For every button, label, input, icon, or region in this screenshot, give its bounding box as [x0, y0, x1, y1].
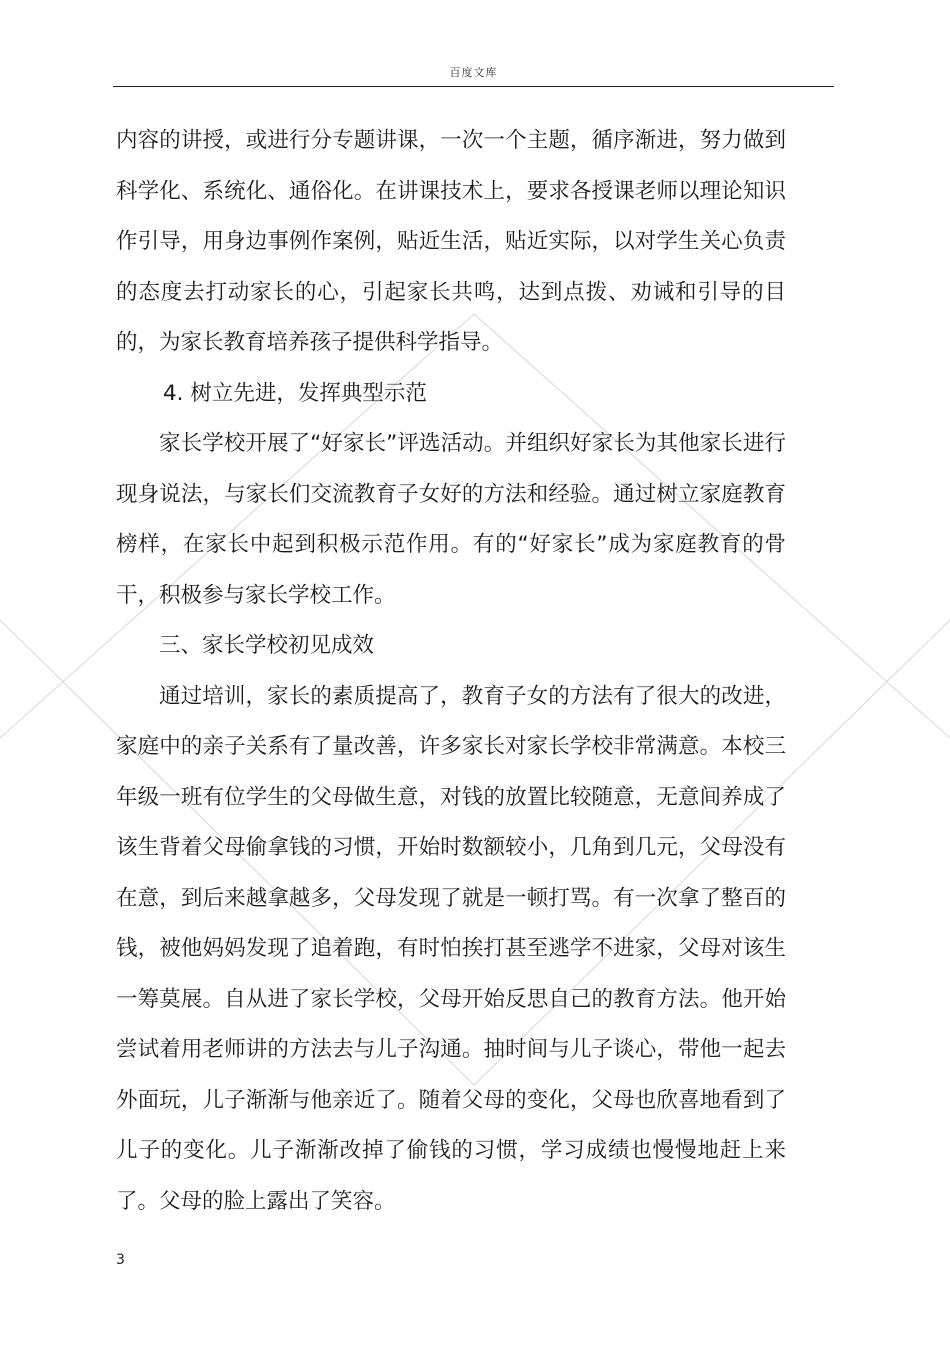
paragraph-good-parents: 家长学校开展了“好家长”评选活动。并组织好家长为其他家长进行现身说法，与家长们交流教育子女好的方法和经验。通过树立家庭教育榜样，在家长中起到积极示范作用。有的“好家长”成为家庭教育的骨干，积极参与家长学校工作。: [116, 431, 786, 608]
header-title: 百度文库: [449, 66, 498, 79]
page-header: [113, 66, 834, 88]
paragraph-results-story: 通过培训，家长的素质提高了，教育子女的方法有了很大的改进，家庭中的亲子关系有了量改善，许多家长对家长学校非常满意。本校三年级一班有位学生的父母做生意，对钱的放置比较随意，无意间养成了该生背着父母偷拿钱的习惯，开始时数额较小，几角到几元，父母没有在意，到后来越拿越多，父母发现了就是一顿打骂。有一次拿了整百的钱，被他妈妈发现了追着跑，有时怕挨打甚至逃学不进家，父母对该生一筹莫展。自从进了家长学校，父母开始反思自己的教育方法。他开始尝试着用老师讲的方法去与儿子沟通。抽时间与儿子谈心，带他一起去外面玩，儿子渐渐与他亲近了。随着父母的变化，父母也欣喜地看到了儿子的变化。儿子渐渐改掉了偷钱的习惯，学习成绩也慢慢地赶上来了。父母的脸上露出了笑容。: [116, 683, 786, 1214]
section-heading-results: 三、家长学校初见成效: [159, 633, 375, 658]
paragraph-lecture-method: 内容的讲授，或进行分专题讲课，一次一个主题，循序渐进，努力做到科学化、系统化、通俗化。在讲课技术上，要求各授课老师以理论知识作引导，用身边事例作案例，贴近生活，贴近实际，以对学生关心负责的态度去打动家长的心，引起家长共鸣，达到点拨、劝诫和引导的目的，为家长教育培养孩子提供科学指导。: [116, 128, 786, 355]
document-body: [116, 116, 786, 1227]
section-heading-4: 4. 树立先进，发挥典型示范: [163, 380, 427, 406]
page-number: 3: [116, 1252, 125, 1268]
header-rule: [113, 86, 834, 87]
